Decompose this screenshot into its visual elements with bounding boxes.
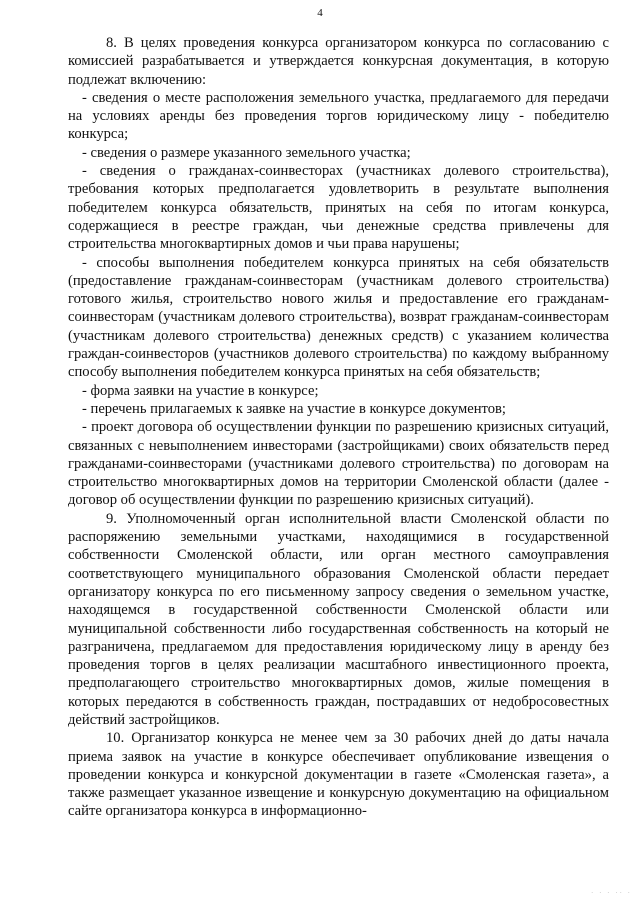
list-item-fulfillment-methods: - способы выполнения победителем конкурса принятых на себя обязательств (предоставление гражданам-соинвесторам (участникам долевого строительства) готового жилья, строительство нового жилья и предоставление его гражданам-соинвесторам (участникам долевого строительства), возврат гражданам-соинвесторам (участникам долевого строительства) денежных средств) с указанием количества граждан-соинвесторов (участников долевого строительства) по каждому выбранному способу выполнения победителем конкурса принятых на себя обязательств;: [68, 254, 609, 381]
list-item-contract-draft: - проект договора об осуществлении функции по разрешению кризисных ситуаций, связанных с невыполнением инвесторами (застройщиками) своих обязательств перед гражданами-соинвесторами (участниками долевого строительства) по договорам на строительство многоквартирных домов на территории Смоленской области (далее - договор об осуществлении функции по разрешению кризисных ситуаций).: [68, 419, 609, 509]
paragraph-9: 9. Уполномоченный орган исполнительной власти Смоленской области по распоряжению земельными участками, находящимися в государственной собственности Смоленской области, или орган местного самоуправления соответствующего муниципального образования Смоленской области передает организатору конкурса по его письменному запросу сведения о земельном участке, находящемся в государственной собственности Смоленской области или муниципальной собственности либо государственная собственность на который не разграничена, предлагаемом для предоставления юридическому лицу в аренду без проведения торгов в целях реализации масштабного инвестиционного проекта, предполагающего строительство многоквартирных домов, жилые помещения в которых передаются в собственность граждан, пострадавших от недобросовестных действий застройщиков.: [68, 510, 609, 728]
document-body: [68, 34, 609, 821]
list-item-co-investors: - сведения о гражданах-соинвесторах (участниках долевого строительства), требования которых предполагается удовлетворить в результате выполнения победителем конкурса обязательств, принятых на себя по итогам конкурса, содержащиеся в реестре граждан, чьи денежные средства привлечены для строительства многоквартирных домов и чьи права нарушены;: [68, 163, 609, 253]
scan-artifact: · · · ·· ·: [591, 889, 632, 897]
list-item-land-size: - сведения о размере указанного земельного участка;: [82, 144, 411, 161]
paragraph-8: 8. В целях проведения конкурса организатором конкурса по согласованию с комиссией разрабатывается и утверждается конкурсная документация, в которую подлежат включению:: [68, 35, 609, 88]
list-item-application-form: - форма заявки на участие в конкурсе;: [82, 382, 319, 399]
list-item-land-location: - сведения о месте расположения земельного участка, предлагаемого для передачи на условиях аренды без проведения торгов юридическому лицу - победителю конкурса;: [68, 89, 609, 143]
paragraph-10: 10. Организатор конкурса не менее чем за 30 рабочих дней до даты начала приема заявок на участие в конкурсе обеспечивает опубликование извещения о проведении конкурса и конкурсной документации в газете «Смоленская газета», а также размещает указанное извещение и конкурсную документацию на официальном сайте организатора конкурса в информационно-: [68, 730, 609, 820]
list-item-documents-list: - перечень прилагаемых к заявке на участие в конкурсе документов;: [82, 400, 506, 417]
page-number: 4: [317, 7, 323, 19]
